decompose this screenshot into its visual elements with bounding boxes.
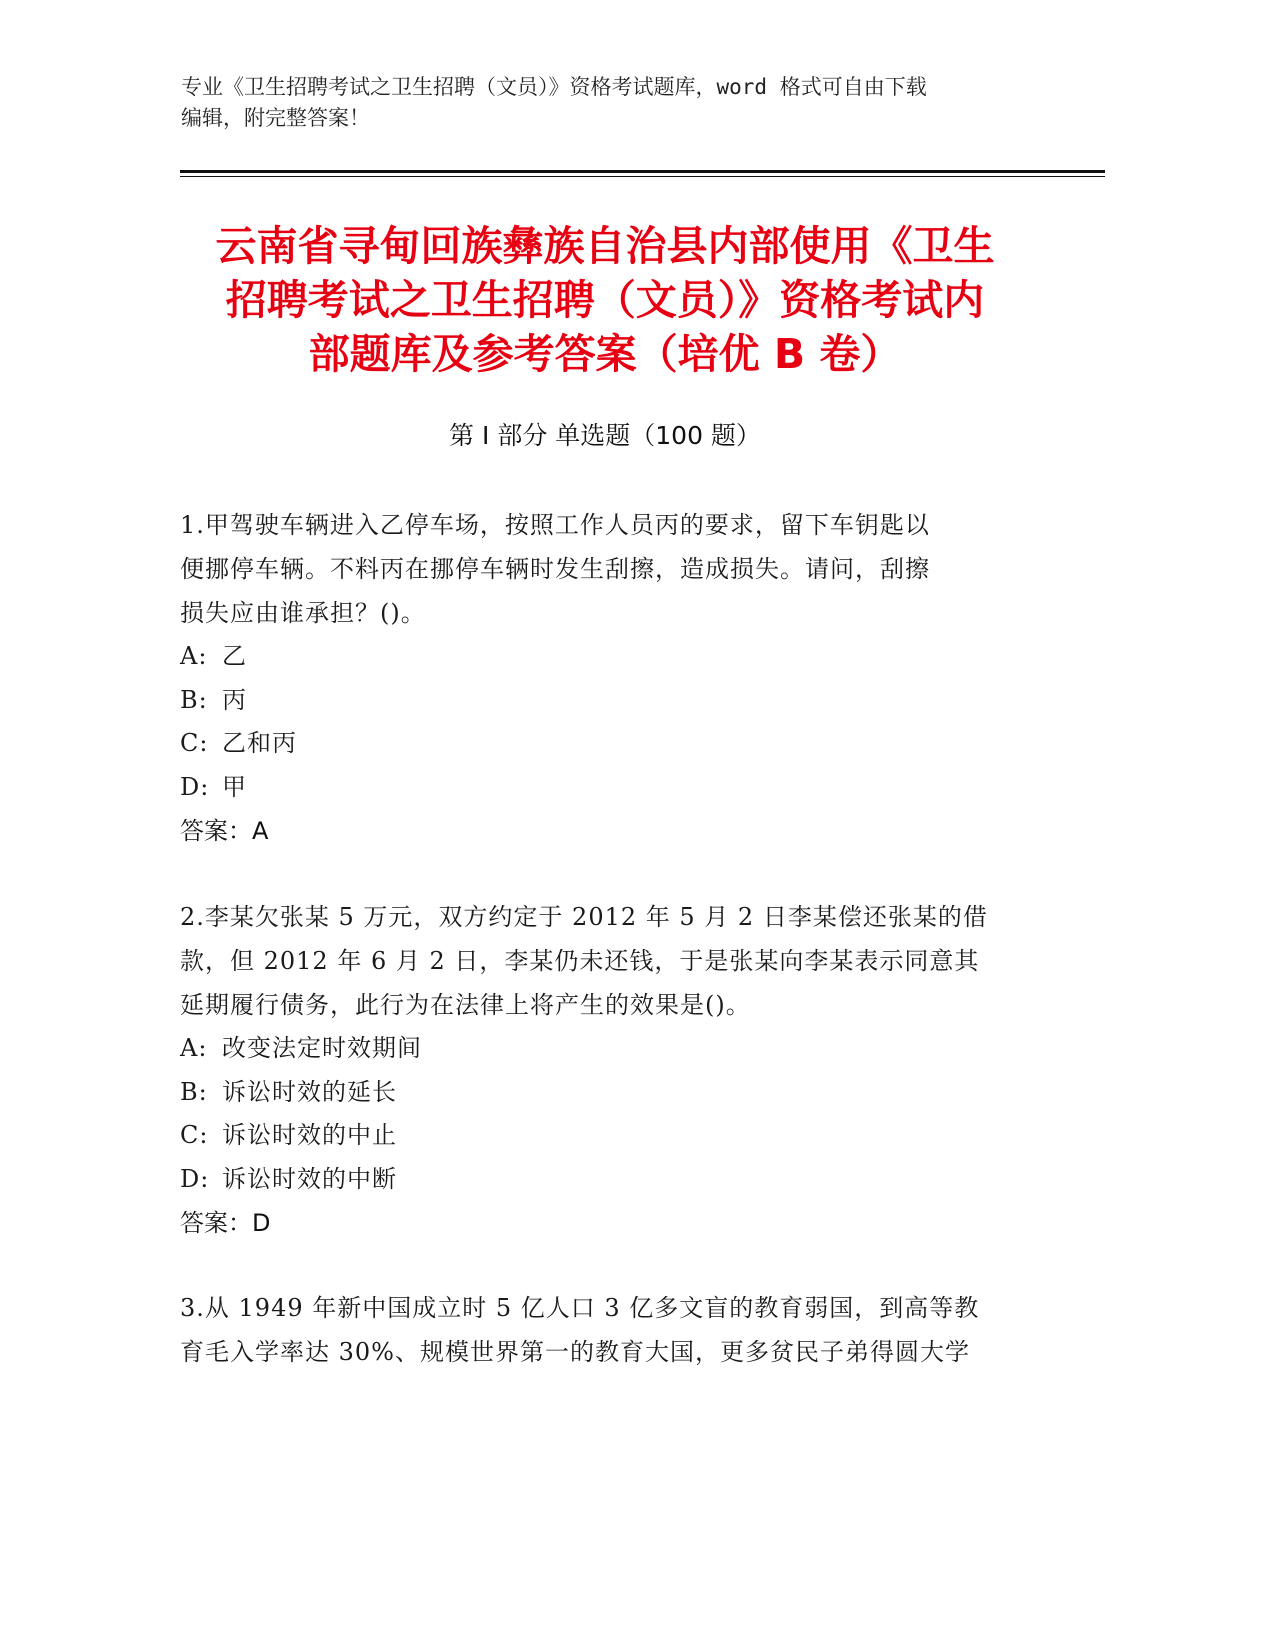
header-note [181,72,1051,134]
option-text: 乙和丙 [222,729,297,757]
option-key: C: [180,729,209,757]
question-stem [180,1286,1040,1374]
document-title-line-1: 云南省寻甸回族彝族自治县内部使用《卫生 [215,222,995,270]
option-c [180,1114,1040,1158]
option-d [180,766,1040,810]
option-text: 改变法定时效期间 [222,1034,422,1062]
option-text: 甲 [222,772,247,801]
option-key: D: [180,1164,210,1193]
stem-line: 延期履行债务，此行为在法律上将产生的效果是()。 [180,991,751,1019]
stem-line: 3.从 1949 年新中国成立时 5 亿人口 3 亿多文盲的教育弱国，到高等教 [180,1294,980,1322]
option-key: B: [180,1077,208,1106]
section-title: 第 I 部分 单选题（100 题） [449,421,761,450]
option-key: C: [180,1121,209,1149]
question-1 [180,503,1040,853]
question-2 [180,895,1040,1245]
option-text: 诉讼时效的延长 [222,1077,397,1106]
option-text: 诉讼时效的中止 [222,1121,397,1149]
header-divider-thin [180,176,1105,177]
option-text: 丙 [222,685,247,714]
header-divider-thick [180,170,1105,173]
option-text: 诉讼时效的中断 [222,1164,397,1193]
document-title-line-2: 招聘考试之卫生招聘（文员）》资格考试内 [225,276,985,324]
document-title-line-3: 部题库及参考答案（培优 B 卷） [308,330,902,378]
stem-line: 2.李某欠张某 5 万元，双方约定于 2012 年 5 月 2 日李某偿还张某的借 [180,903,988,931]
option-c [180,722,1040,766]
option-key: A: [180,642,208,670]
header-note-line-2: 编辑，附完整答案！ [181,106,370,130]
option-a [180,635,1040,679]
answer: 答案：A [180,817,269,845]
option-text: 乙 [222,642,247,670]
option-d [180,1158,1040,1202]
stem-line: 育毛入学率达 30%、规模世界第一的教育大国，更多贫民子弟得圆大学 [180,1338,970,1366]
stem-line: 1.甲驾驶车辆进入乙停车场，按照工作人员丙的要求，留下车钥匙以 [180,511,930,539]
option-key: A: [180,1034,208,1062]
question-3 [180,1286,1040,1374]
stem-line: 款，但 2012 年 6 月 2 日，李某仍未还钱，于是张某向李某表示同意其 [180,947,980,975]
option-key: D: [180,772,210,801]
option-b [180,679,1040,723]
header-note-line-1: 专业《卫生招聘考试之卫生招聘（文员）》资格考试题库，word 格式可自由下载 [181,75,927,99]
document-title [180,219,1030,381]
answer: 答案：D [180,1209,271,1237]
option-b [180,1071,1040,1115]
option-a [180,1027,1040,1071]
question-stem [180,895,1040,1027]
stem-line: 损失应由谁承担？()。 [180,599,426,627]
option-key: B: [180,685,208,714]
question-stem [180,503,1040,635]
stem-line: 便挪停车辆。不料丙在挪停车辆时发生刮擦，造成损失。请问，刮擦 [180,555,930,583]
